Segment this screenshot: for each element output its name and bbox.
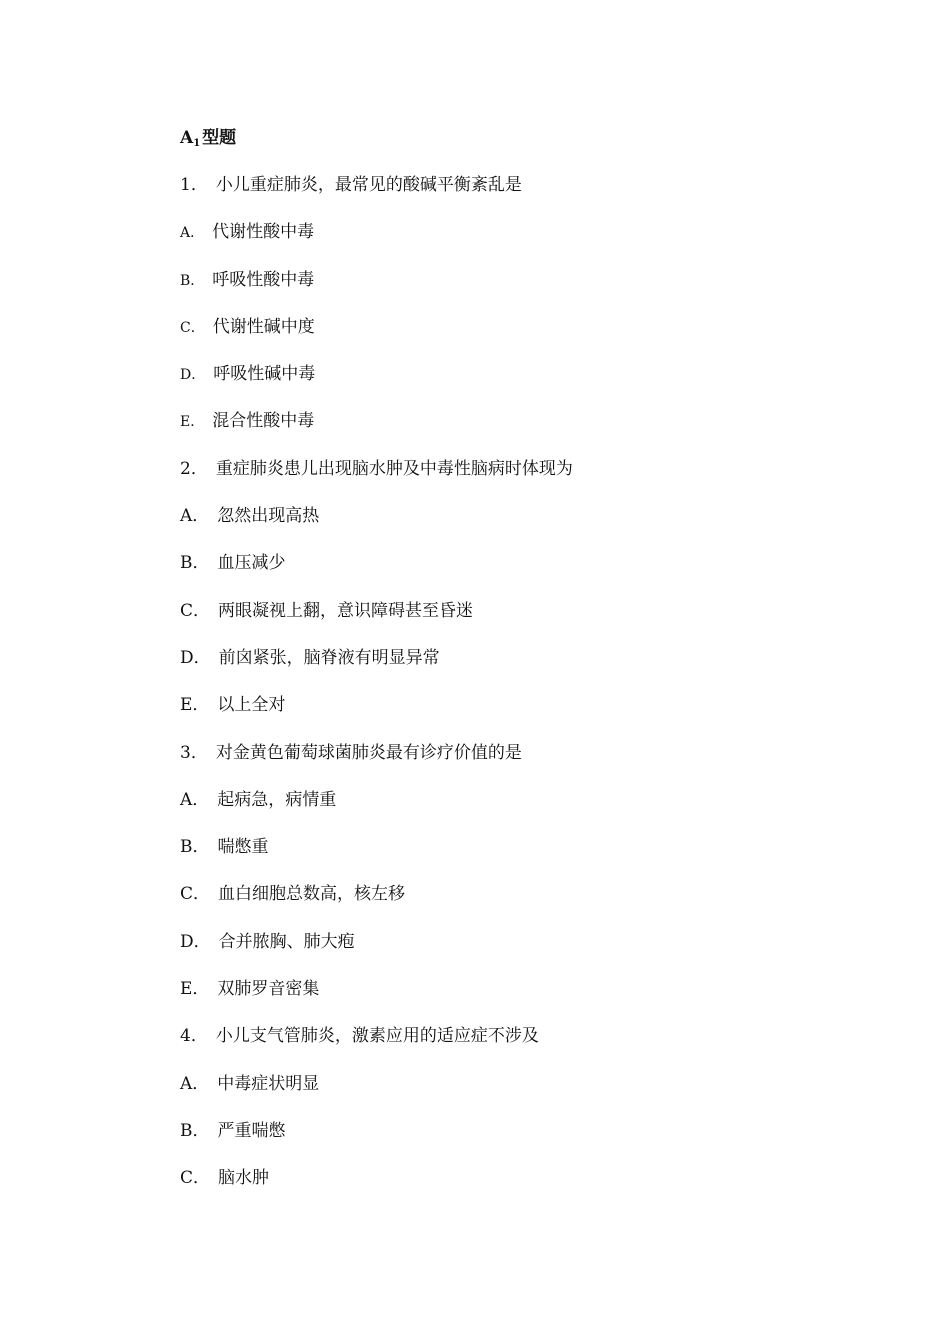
question-1 <box>180 171 880 218</box>
option-label: B． <box>180 272 205 289</box>
option-label: C． <box>180 600 211 621</box>
option-text: 血白细胞总数高，核左移 <box>218 884 406 905</box>
heading-subscript: 1 <box>193 138 201 149</box>
question-2-option-c <box>180 597 880 644</box>
question-number: 4． <box>180 1026 208 1047</box>
option-text: 中毒症状明显 <box>217 1073 320 1094</box>
option-text: 双肺罗音密集 <box>217 979 320 1000</box>
option-text: 起病急，病情重 <box>217 789 337 810</box>
question-text: 对金黄色葡萄球菌肺炎最有诊疗价值的是 <box>215 742 522 763</box>
option-label: B． <box>180 553 210 574</box>
question-text: 重症肺炎患儿出现脑水肿及中毒性脑病时体现为 <box>215 458 573 479</box>
question-4-option-a <box>180 1070 880 1117</box>
question-2-option-a <box>180 502 880 549</box>
document-content <box>180 124 880 1212</box>
option-text: 代谢性酸中毒 <box>212 222 315 243</box>
option-text: 忽然出现高热 <box>217 506 320 527</box>
question-1-option-a <box>180 218 880 265</box>
option-text: 以上全对 <box>217 695 286 716</box>
option-label: A． <box>180 1073 210 1094</box>
question-3-option-d <box>180 928 880 975</box>
question-number: 2． <box>180 458 208 479</box>
option-label: B． <box>180 837 210 858</box>
question-text: 小儿重症肺炎，最常见的酸碱平衡紊乱是 <box>215 175 522 195</box>
question-text: 小儿支气管肺炎，激素应用的适应症不涉及 <box>215 1026 539 1047</box>
question-3-option-c <box>180 880 880 927</box>
question-1-option-d <box>180 360 880 407</box>
question-2-option-b <box>180 549 880 596</box>
question-3-option-e <box>180 975 880 1022</box>
option-text: 血压减少 <box>217 553 286 574</box>
question-number: 1． <box>180 175 208 195</box>
option-label: C． <box>180 884 211 905</box>
question-4-option-c <box>180 1164 880 1211</box>
section-heading <box>180 124 880 171</box>
question-3 <box>180 739 880 786</box>
option-text: 呼吸性碱中毒 <box>213 364 316 385</box>
heading-rest: 型题 <box>202 128 237 148</box>
option-label: D． <box>180 367 206 384</box>
heading-main: A <box>180 128 194 148</box>
question-1-option-c <box>180 313 880 360</box>
question-2-option-e <box>180 691 880 738</box>
option-label: C． <box>180 319 205 336</box>
option-label: E． <box>180 979 210 1000</box>
option-text: 前囟紧张，脑脊液有明显异常 <box>218 647 440 668</box>
option-label: D． <box>180 931 211 952</box>
option-label: A． <box>180 225 205 242</box>
option-text: 代谢性碱中度 <box>212 316 315 337</box>
question-3-option-a <box>180 786 880 833</box>
option-label: E． <box>180 695 210 716</box>
question-4 <box>180 1022 880 1069</box>
question-4-option-b <box>180 1117 880 1164</box>
option-label: C． <box>180 1168 211 1189</box>
question-2-option-d <box>180 644 880 691</box>
option-label: A． <box>180 506 210 527</box>
option-label: E． <box>180 414 205 431</box>
option-text: 喘憋重 <box>217 837 269 858</box>
question-2 <box>180 455 880 502</box>
question-1-option-e <box>180 407 880 454</box>
question-3-option-b <box>180 833 880 880</box>
option-label: D． <box>180 647 211 668</box>
question-1-option-b <box>180 266 880 313</box>
option-text: 合并脓胸、肺大疱 <box>218 931 355 952</box>
option-text: 两眼凝视上翻，意识障碍甚至昏迷 <box>218 600 474 621</box>
option-text: 混合性酸中毒 <box>212 411 315 432</box>
option-text: 严重喘憋 <box>217 1120 286 1141</box>
option-text: 呼吸性酸中毒 <box>212 269 315 290</box>
option-label: A． <box>180 789 210 810</box>
option-text: 脑水肿 <box>218 1168 270 1189</box>
question-number: 3． <box>180 742 208 763</box>
option-label: B． <box>180 1120 210 1141</box>
